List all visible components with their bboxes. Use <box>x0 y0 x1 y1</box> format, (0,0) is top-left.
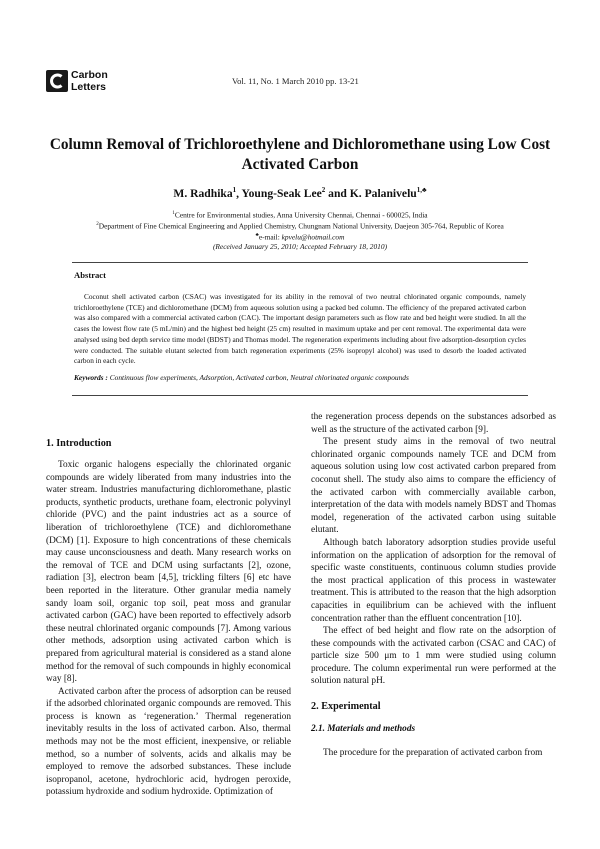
abstract-bottom-rule <box>72 395 528 396</box>
right-column <box>311 411 556 688</box>
author-conjunction: and <box>325 186 350 200</box>
journal-name-line2: Letters <box>71 81 107 93</box>
paragraph: The procedure for the preparation of activated carbon from <box>323 748 543 758</box>
affiliation-text: Centre for Environmental studies, Anna University Chennai, Chennai - 600025, India <box>174 210 428 220</box>
author-affiliation-mark: 1,♣ <box>416 186 427 194</box>
affiliation-1 <box>30 209 570 220</box>
author-name: K. Palanivelu <box>349 186 417 200</box>
subsection-heading-materials: 2.1. Materials and methods <box>311 724 416 734</box>
affiliation-mark: 2 <box>96 222 99 227</box>
author-name: Young-Seak Lee <box>241 186 322 200</box>
paragraph: Toxic organic halogens especially the chlorinated organic compounds are widely liberated from many industries into the water stream. Industries manufacturing dichloromethane, plastic products, synthetic products, urethane foam, electronic polyvinyl chloride (PVC) and the paint industries act as a source of liberation of trichloroethylene (TCE) and dichloromethane (DCM) [1]. Exposure to high concentrations of these chemicals may cause unconsciousness and death. Many research works on the removal of TCE and DCM using surfactants [2], ozone, radiation [3], electron beam [4,5], trickling filters [6] etc have been reported in the literature. Other granular media namely sandy loam soil, organic top soil, peat moss and granular activated carbon (GAC) have been reported to effectively adsorb these neutral chlorinated organic compounds [7]. Among various other methods, adsorption using activated carbon which is prepared from agricultural material is considered as a stand alone method for the removal of such compounds in highly economical way [8]. <box>46 460 291 685</box>
section-heading-experimental: 2. Experimental <box>311 701 381 712</box>
affiliation-mark: 1 <box>172 211 175 216</box>
received-accepted-dates: (Received January 25, 2010; Accepted February 18, 2010) <box>212 242 388 251</box>
author-list <box>40 186 560 200</box>
journal-name <box>71 69 108 93</box>
keywords-label: Keywords : <box>74 373 108 382</box>
affiliation-text: Department of Fine Chemical Engineering and Applied Chemistry, Chungnam National University, Daejeon 305-764, Republic of Korea <box>98 221 504 231</box>
email-label: e-mail: <box>258 232 282 242</box>
section-heading-introduction: 1. Introduction <box>46 438 112 449</box>
abstract-body: Coconut shell activated carbon (CSAC) was investigated for its ability in the removal of two neutral chlorinated organic compounds, namely trichloroethylene (TCE) and dichloromethane (DCM) from aqueous solution using a packed bed column. The efficiency of the prepared activated carbon was also compared with a commercial activated carbon (CAC). The important design parameters such as flow rate and bed height were studied. In all the cases the lowest flow rate (5 mL/min) and the highest bed height (25 cm) resulted in maximum uptake and per cent removal. The experimental data were analysed using bed depth service time model (BDST) and Thomas model. The regeneration experiments including about five adsorption-desorption cycles were conducted. The suitable elutant selected from batch regeneration experiments (25% isopropyl alcohol) was used to desorb the loaded activated carbon in each cycle. <box>74 292 526 366</box>
paper-title: Column Removal of Trichloroethylene and Dichloromethane using Low Cost Activated Carbon <box>49 136 551 173</box>
author-affiliation-mark: 1 <box>232 186 237 194</box>
email-link[interactable]: kpvelu@hotmail.com <box>281 232 345 242</box>
paragraph: the regeneration process depends on the substances adsorbed as well as the structure of the activated carbon [9]. <box>311 412 556 435</box>
corresponding-email <box>30 231 570 242</box>
keywords <box>74 373 526 382</box>
abstract-top-rule <box>72 262 528 263</box>
author-affiliation-mark: 2 <box>321 186 326 194</box>
paragraph: The present study aims in the removal of two neutral chlorinated organic compounds namely TCE and DCM from aqueous solution using low cost activated carbon prepared from coconut shell. The study also aims to compare the efficiency of the activated carbon with commercially available carbon, interpretation of the data with models namely BDST and Thomas model, regeneration of the activated carbon using suitable elutant. <box>311 437 556 536</box>
author-separator: , <box>236 186 242 200</box>
paragraph: The effect of bed height and flow rate on the adsorption of these compounds with the activated carbon (CSAC and CAC) of particle size 500 μm to 1 mm were studied using column procedure. The column experimental run were performed at the solution natural pH. <box>311 626 556 687</box>
right-column-continued <box>311 747 556 760</box>
issue-info: Vol. 11, No. 1 March 2010 pp. 13-21 <box>232 76 359 86</box>
affiliation-2 <box>30 220 570 231</box>
journal-logo-icon <box>46 70 68 92</box>
club-icon: ♣ <box>255 233 259 238</box>
paragraph: Activated carbon after the process of adsorption can be reused if the adsorbed chlorinated organic compounds are removed. This process is known as ‘regeneration.’ Thermal regeneration inevitably results in the loss of activated carbon. Also, thermal methods may not be the most efficient, inexpensive, or reliable method, so a number of solvents, acids and alkalis may be employed to remove the adsorbed substances. These include isopropanol, acetone, hydrochloric acid, hydrogen peroxide, potassium hydroxide and sodium hydroxide. Optimization of <box>46 686 291 798</box>
journal-name-line1: Carbon <box>71 69 108 81</box>
keywords-list: Continuous flow experiments, Adsorption, Activated carbon, Neutral chlorinated organic compounds <box>107 373 409 382</box>
left-column <box>46 459 291 799</box>
abstract-heading: Abstract <box>74 270 106 280</box>
paragraph: Although batch laboratory adsorption studies provide useful information on the application of adsorption for the removal of specific waste constituents, continuous column studies provide the most practical application of this process in wastewater treatment. This is attributed to the reason that the high adsorption capacities in equilibrium can be achieved with the influent concentration rather than the effluent concentration [10]. <box>311 537 556 624</box>
author-name: M. Radhika <box>173 186 233 200</box>
